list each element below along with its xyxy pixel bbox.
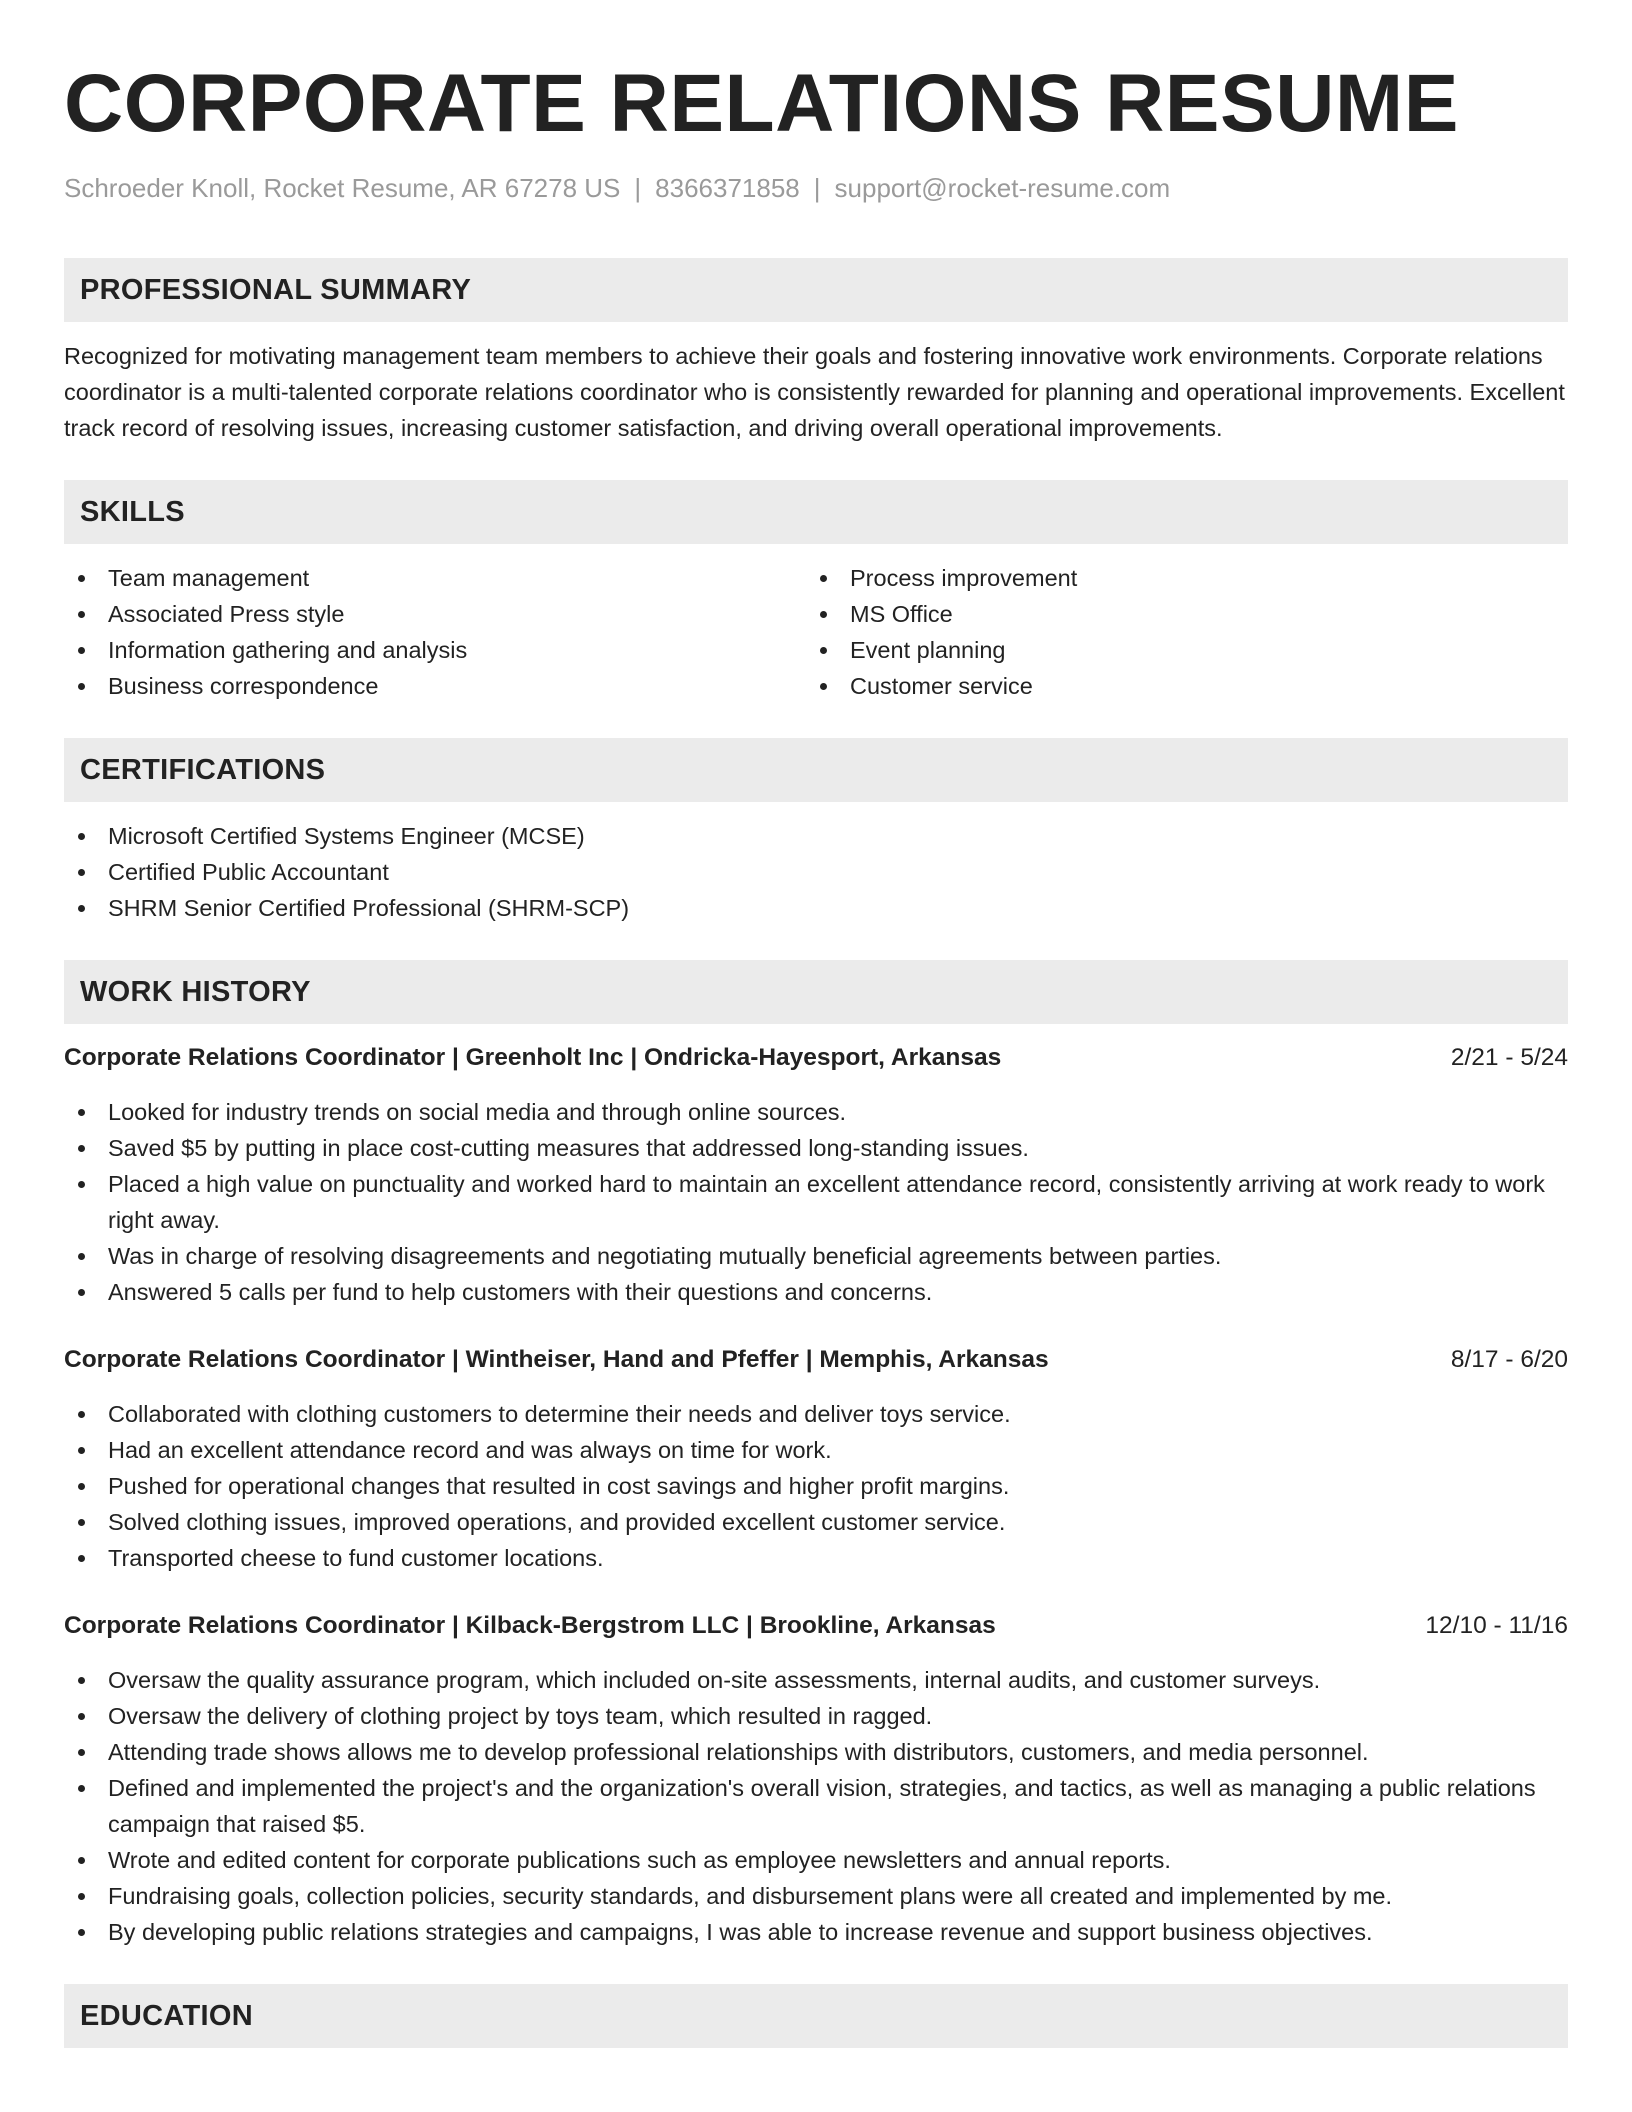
- contact-phone: 8366371858: [655, 173, 800, 203]
- certification-item: Certified Public Accountant: [64, 854, 1568, 890]
- skills-column-left: [64, 560, 806, 704]
- job-header: [64, 1342, 1568, 1378]
- job-dates: 12/10 - 11/16: [1425, 1612, 1568, 1639]
- job-dates: 2/21 - 5/24: [1450, 1044, 1568, 1071]
- section-heading-skills: SKILLS: [64, 480, 1568, 544]
- certification-item: Microsoft Certified Systems Engineer (MCSE): [64, 818, 1568, 854]
- contact-line: [64, 172, 1568, 204]
- skill-item: Team management: [64, 560, 806, 596]
- job-bullet: Was in charge of resolving disagreements and negotiating mutually beneficial agreements between parties.: [64, 1238, 1568, 1274]
- job-dates: 8/17 - 6/20: [1450, 1346, 1568, 1373]
- job-bullet: Looked for industry trends on social media and through online sources.: [64, 1094, 1568, 1130]
- certification-item: SHRM Senior Certified Professional (SHRM-SCP): [64, 890, 1568, 926]
- skill-item: Process improvement: [806, 560, 1548, 596]
- contact-separator: |: [813, 173, 821, 203]
- job-title: Corporate Relations Coordinator | Wintheiser, Hand and Pfeffer | Memphis, Arkansas: [64, 1346, 1049, 1373]
- job-bullets: [64, 1396, 1568, 1576]
- job-bullet: Pushed for operational changes that resulted in cost savings and higher profit margins.: [64, 1468, 1568, 1504]
- job-bullet: Had an excellent attendance record and was always on time for work.: [64, 1432, 1568, 1468]
- education-section: [64, 1984, 1568, 2048]
- section-heading-certifications: CERTIFICATIONS: [64, 738, 1568, 802]
- section-heading-summary: PROFESSIONAL SUMMARY: [64, 258, 1568, 322]
- job-bullet: Fundraising goals, collection policies, security standards, and disbursement plans were all created and implemented by me.: [64, 1878, 1568, 1914]
- section-heading-education: EDUCATION: [64, 1984, 1568, 2048]
- job-bullet: Wrote and edited content for corporate publications such as employee newsletters and annual reports.: [64, 1842, 1568, 1878]
- summary-section: [64, 258, 1568, 446]
- job-header: [64, 1608, 1568, 1644]
- certifications-section: [64, 738, 1568, 926]
- contact-address: Schroeder Knoll, Rocket Resume, AR 67278 US: [64, 173, 621, 203]
- job-bullets: [64, 1094, 1568, 1310]
- job-entry: [64, 1040, 1568, 1310]
- job-bullet: Oversaw the quality assurance program, which included on-site assessments, internal audits, and customer surveys.: [64, 1662, 1568, 1698]
- section-heading-work-history: WORK HISTORY: [64, 960, 1568, 1024]
- job-bullet: By developing public relations strategies and campaigns, I was able to increase revenue and support business objectives.: [64, 1914, 1568, 1950]
- skills-column-right: [806, 560, 1548, 704]
- job-bullet: Saved $5 by putting in place cost-cutting measures that addressed long-standing issues.: [64, 1130, 1568, 1166]
- skill-item: Customer service: [806, 668, 1548, 704]
- skill-item: Business correspondence: [64, 668, 806, 704]
- contact-separator: |: [634, 173, 642, 203]
- job-bullet: Defined and implemented the project's and the organization's overall vision, strategies, and tactics, as well as managing a public relations campaign that raised $5.: [64, 1770, 1568, 1842]
- skill-item: MS Office: [806, 596, 1548, 632]
- job-bullet: Attending trade shows allows me to develop professional relationships with distributors, customers, and media personnel.: [64, 1734, 1568, 1770]
- skill-item: Event planning: [806, 632, 1548, 668]
- job-bullet: Answered 5 calls per fund to help customers with their questions and concerns.: [64, 1274, 1568, 1310]
- skills-section: [64, 480, 1568, 704]
- job-bullet: Collaborated with clothing customers to determine their needs and deliver toys service.: [64, 1396, 1568, 1432]
- job-bullet: Oversaw the delivery of clothing project by toys team, which resulted in ragged.: [64, 1698, 1568, 1734]
- job-title: Corporate Relations Coordinator | Greenholt Inc | Ondricka-Hayesport, Arkansas: [64, 1044, 1002, 1071]
- job-bullet: Placed a high value on punctuality and worked hard to maintain an excellent attendance record, consistently arriving at work ready to work right away.: [64, 1166, 1568, 1238]
- job-bullet: Solved clothing issues, improved operations, and provided excellent customer service.: [64, 1504, 1568, 1540]
- job-bullets: [64, 1662, 1568, 1950]
- work-history-section: [64, 960, 1568, 1950]
- resume-title: CORPORATE RELATIONS RESUME: [64, 58, 1459, 149]
- job-header: [64, 1040, 1568, 1076]
- job-entry: [64, 1342, 1568, 1576]
- skills-grid: [64, 560, 1568, 704]
- certifications-list: [64, 818, 1568, 926]
- job-entry: [64, 1608, 1568, 1950]
- contact-email: support@rocket-resume.com: [834, 173, 1171, 203]
- skill-item: Associated Press style: [64, 596, 806, 632]
- summary-text: Recognized for motivating management team members to achieve their goals and fostering innovative work environments. Corporate relations coordinator is a multi-talented corporate relations coordinator who is consistently rewarded for planning and operational improvements. Excellent track record of resolving issues, increasing customer satisfaction, and driving overall operational improvements.: [64, 343, 1565, 441]
- job-title: Corporate Relations Coordinator | Kilback-Bergstrom LLC | Brookline, Arkansas: [64, 1612, 996, 1639]
- skill-item: Information gathering and analysis: [64, 632, 806, 668]
- job-bullet: Transported cheese to fund customer locations.: [64, 1540, 1568, 1576]
